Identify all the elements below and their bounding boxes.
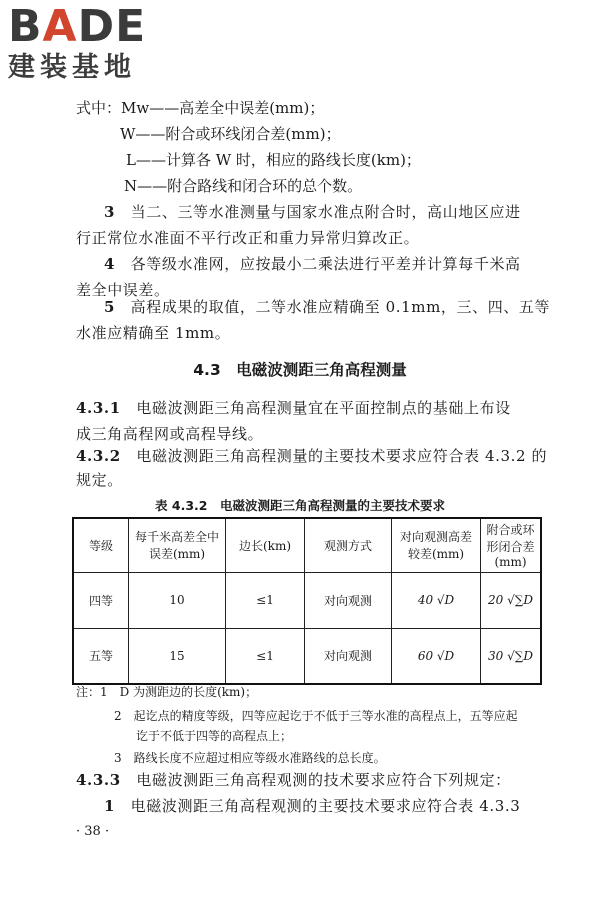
clause-4-3-3: 4.3.3 电磁波测距三角高程观测的技术要求应符合下列规定： (76, 771, 511, 789)
cell-closure: 20 √∑D (481, 572, 542, 628)
item-5-line1: 5 高程成果的取值，二等水准应精确至 0.1mm，三、四、五等 (104, 298, 551, 316)
cell-side-length: ≤1 (226, 628, 305, 684)
cell-grade: 四等 (73, 572, 129, 628)
header-closure: 附合或环形闭合差(mm) (481, 518, 542, 572)
cell-error: 15 (129, 628, 226, 684)
clause-4-3-3-item-1: 1 电磁波测距三角高程观测的主要技术要求应符合表 4.3.3 (104, 797, 521, 815)
item-5-line2: 水准应精确至 1mm。 (76, 324, 231, 342)
item-4-line1: 4 各等级水准网，应按最小二乘法进行平差并计算每千米高 (104, 255, 521, 273)
cell-diff: 60 √D (392, 628, 481, 684)
item-4-line2: 差全中误差。 (76, 281, 170, 299)
cell-side-length: ≤1 (226, 572, 305, 628)
header-method: 观测方式 (305, 518, 392, 572)
cell-closure: 30 √∑D (481, 628, 542, 684)
definition-mw: 式中：Mᴡ——高差全中误差(mm)； (76, 99, 325, 117)
table-caption: 表 4.3.2 电磁波测距三角高程测量的主要技术要求 (155, 498, 445, 513)
cell-method: 对向观测 (305, 628, 392, 684)
table-note-2: 2 起讫点的精度等级，四等应起讫于不低于三等水准的高程点上，五等应起 (114, 709, 518, 723)
bade-logo (8, 1, 178, 84)
cell-method: 对向观测 (305, 572, 392, 628)
clause-4-3-1-line1: 4.3.1 电磁波测距三角高程测量宜在平面控制点的基础上布设 (76, 399, 511, 417)
table-note-2-cont: 讫于不低于四等的高程点上； (136, 729, 293, 743)
header-side-length: 边长(km) (226, 518, 305, 572)
logo-wordmark: BADE (8, 1, 147, 52)
technical-requirements-table (72, 517, 542, 685)
table-row (73, 572, 541, 628)
header-error: 每千米高差全中误差(mm) (129, 518, 226, 572)
table-header-row (73, 518, 541, 572)
item-3-line2: 行正常位水准面不平行改正和重力异常归算改正。 (76, 229, 420, 247)
cell-diff: 40 √D (392, 572, 481, 628)
cell-error: 10 (129, 572, 226, 628)
header-diff: 对向观测高差较差(mm) (392, 518, 481, 572)
header-grade: 等级 (73, 518, 129, 572)
definition-n: N——附合路线和闭合环的总个数。 (124, 177, 363, 195)
logo-subtitle: 建装基地 (8, 52, 136, 83)
cell-grade: 五等 (73, 628, 129, 684)
definition-l: L——计算各 W 时，相应的路线长度(km)； (126, 151, 421, 169)
clause-4-3-2-line1: 4.3.2 电磁波测距三角高程测量的主要技术要求应符合表 4.3.2 的 (76, 447, 548, 465)
table-row (73, 628, 541, 684)
item-3-line1: 3 当二、三等水准测量与国家水准点附合时，高山地区应进 (104, 203, 521, 221)
table-note-1: 注：1 D 为测距边的长度(km)； (76, 685, 258, 699)
clause-4-3-1-line2: 成三角高程网或高程导线。 (76, 425, 264, 443)
definition-w: W——附合或环线闭合差(mm)； (120, 125, 341, 143)
section-heading: 4.3 电磁波测距三角高程测量 (193, 361, 407, 379)
clause-4-3-2-line2: 规定。 (76, 471, 123, 489)
page-number: · 38 · (76, 824, 110, 839)
table-note-3: 3 路线长度不应超过相应等级水准路线的总长度。 (114, 751, 386, 765)
